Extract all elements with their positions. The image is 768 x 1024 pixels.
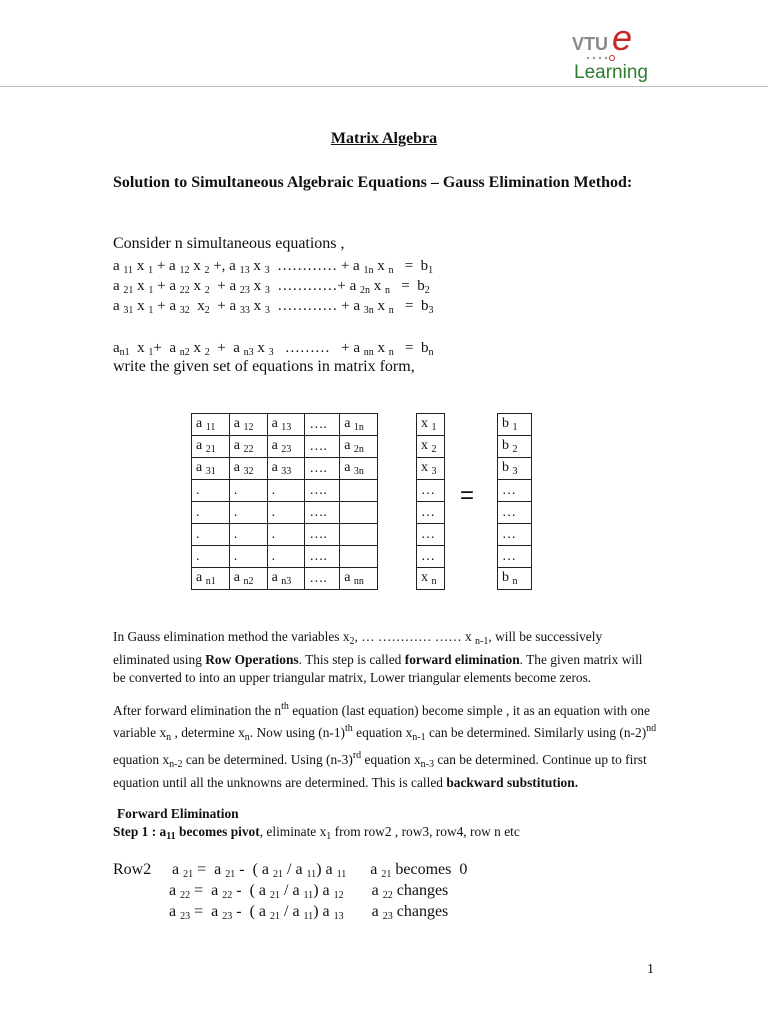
vector-x-row <box>417 480 445 502</box>
equals-sign: = <box>460 482 475 509</box>
logo-learning-text: Learning <box>574 62 648 83</box>
logo-e-text: e <box>612 20 633 58</box>
paragraph-gauss-elimination: In Gauss elimination method the variables $x_2$, … ………… …… x $_{n-1}$, will be successively eliminated using Row Operations. This step is called forward elimination. The given matrix will be converted to into an upper triangular matrix, Lower triangular elements become zeros. <box>113 629 643 685</box>
equation-1: a $_{11}$ x $_1$ + a $_{12}$ x $_2$ +, a $_{13}$ x $_3$ ………… + a $_{1n}$ x $_n = b_1$ <box>113 258 434 276</box>
forward-elimination-heading: Forward Elimination <box>117 806 239 821</box>
matrix-a-cell: . <box>267 502 305 524</box>
matrix-a-cell <box>340 480 378 502</box>
matrix-a-cell: . <box>192 502 230 524</box>
matrix-a-cell: a $_{21}$ <box>192 436 230 458</box>
vector-b-row <box>498 568 532 590</box>
row2-eq-3: a $_{23}$ = a $_{23}$ - ( a $_{21}$ / a $_{11}$) a $_{13}$ a $_{23}$ changes <box>169 903 449 922</box>
matrix-a-cell: …. <box>305 502 340 524</box>
matrix-a-cell: a $_{nn}$ <box>340 568 378 590</box>
matrix-a-cell: . <box>192 546 230 568</box>
matrix-a-row <box>192 524 378 546</box>
matrix-a-row <box>192 480 378 502</box>
vector-b-cell: … <box>498 524 532 546</box>
vector-b-cell: b $_2$ <box>498 436 532 458</box>
vector-x-cell: … <box>417 502 445 524</box>
vector-b-row <box>498 546 532 568</box>
vector-x-cell: x $_2$ <box>417 436 445 458</box>
vector-b-cell: b $_n$ <box>498 568 532 590</box>
matrix-a-cell <box>340 524 378 546</box>
matrix-a-row <box>192 458 378 480</box>
vtu-elearning-logo <box>568 20 664 84</box>
matrix-a-cell: a $_{3n}$ <box>340 458 378 480</box>
matrix-a-cell: a $_{2n}$ <box>340 436 378 458</box>
matrix-a-cell: a $_{23}$ <box>267 436 305 458</box>
matrix-a-row <box>192 546 378 568</box>
matrix-a-cell: a $_{33}$ <box>267 458 305 480</box>
matrix-a-cell: . <box>192 524 230 546</box>
row2-eq-2: a $_{22}$ = a $_{22}$ - ( a $_{21}$ / a $_{11}$) a $_{12}$ a $_{22}$ changes <box>169 882 449 901</box>
matrix-a-cell: a $_{12}$ <box>229 414 267 436</box>
matrix-a-cell: a $_{22}$ <box>229 436 267 458</box>
vector-b-cell: b $_3$ <box>498 458 532 480</box>
matrix-a-cell: a $_{11}$ <box>192 414 230 436</box>
vector-b-cell: … <box>498 480 532 502</box>
matrix-a-cell: …. <box>305 524 340 546</box>
vector-b-row <box>498 436 532 458</box>
row2-eq-1: a $_{21}$ = a $_{21}$ - ( a $_{21}$ / a $_{11}$) a $_{11}$ a $_{21}$ becomes 0 <box>172 861 468 880</box>
vector-x-cell: … <box>417 524 445 546</box>
vector-x-row <box>417 458 445 480</box>
matrix-a-cell: …. <box>305 436 340 458</box>
equation-n: $a_{n1}$ x $_1$+ a $_{n2}$ x $_2$ + a $_{n3}$ x $_3$ ……… + a $_{nn}$ x $_n = b_n$ <box>113 340 434 358</box>
unknown-vector <box>416 413 445 590</box>
matrix-a-cell: . <box>267 524 305 546</box>
header-divider <box>0 86 768 87</box>
vector-x-cell: x $_1$ <box>417 414 445 436</box>
matrix-a-row <box>192 568 378 590</box>
matrix-a-cell: …. <box>305 480 340 502</box>
matrix-a-cell: …. <box>305 546 340 568</box>
intro-text: Consider n simultaneous equations , <box>113 235 345 252</box>
vector-x-cell: … <box>417 546 445 568</box>
matrix-a-cell: . <box>229 524 267 546</box>
matrix-a-cell: . <box>229 502 267 524</box>
vector-x-cell: … <box>417 480 445 502</box>
vector-b-cell: b $_1$ <box>498 414 532 436</box>
matrix-a-cell: . <box>267 480 305 502</box>
matrix-a-cell: …. <box>305 568 340 590</box>
matrix-a-cell: a $_{1n}$ <box>340 414 378 436</box>
step1-text: Step 1 : $a_{11}$ becomes pivot, eliminate $x_1$ from row2 , row3, row4, row n etc <box>113 824 520 842</box>
equation-2: a $_{21}$ x $_1$ + a $_{22}$ x $_2$ + a $_{23}$ x $_3$ …………+ a $_{2n}$ x $_n = b_2$ <box>113 278 430 296</box>
matrix-a-cell: . <box>267 546 305 568</box>
vector-x-row <box>417 414 445 436</box>
matrix-a-row <box>192 436 378 458</box>
matrix-a-cell: . <box>229 480 267 502</box>
matrix-a-cell: a $_{13}$ <box>267 414 305 436</box>
vector-x-row <box>417 568 445 590</box>
matrix-form-text: write the given set of equations in matrix form, <box>113 358 415 375</box>
vector-b-row <box>498 458 532 480</box>
constant-vector <box>497 413 532 590</box>
matrix-a-row <box>192 502 378 524</box>
vector-x-cell: x $_3$ <box>417 458 445 480</box>
matrix-a-cell: a $_{n1}$ <box>192 568 230 590</box>
vector-b-row <box>498 414 532 436</box>
vector-x-row <box>417 546 445 568</box>
row2-label: Row2 <box>113 861 152 878</box>
vector-x-cell: x $_n$ <box>417 568 445 590</box>
logo-vtu-text: VTU <box>572 34 608 54</box>
vector-b-row <box>498 524 532 546</box>
matrix-a-cell <box>340 502 378 524</box>
page-number: 1 <box>647 962 654 977</box>
vector-x-row <box>417 524 445 546</box>
matrix-a-cell: . <box>229 546 267 568</box>
matrix-a-cell: . <box>192 480 230 502</box>
paragraph-backward-substitution: After forward elimination the $n^{th}$ equation (last equation) become simple , it as an equation with one variable $x_n$ , determine $x_n$. Now using $(n-1)^{th}$ equation $x_{n-1}$ can be determined. Similarly using $(n-2)^{nd}$ equation $x_{n-2}$ can be determined. Using $(n-3)^{rd}$ equation $x_{n-3}$ can be determined. Continue up to first equation until all the unknowns are determined. This is called backward substitution. <box>113 701 657 790</box>
matrix-a-cell: a $_{n3}$ <box>267 568 305 590</box>
page-title: Matrix Algebra <box>330 130 438 147</box>
matrix-a-cell: a $_{n2}$ <box>229 568 267 590</box>
vector-b-cell: … <box>498 502 532 524</box>
vector-b-row <box>498 480 532 502</box>
matrix-a-cell: …. <box>305 458 340 480</box>
matrix-a-cell: …. <box>305 414 340 436</box>
matrix-a-cell: a $_{31}$ <box>192 458 230 480</box>
section-heading: Solution to Simultaneous Algebraic Equations – Gauss Elimination Method: <box>113 174 633 191</box>
vector-b-cell: … <box>498 546 532 568</box>
vector-b-row <box>498 502 532 524</box>
matrix-a-cell <box>340 546 378 568</box>
vector-x-row <box>417 436 445 458</box>
vector-x-row <box>417 502 445 524</box>
matrix-a-cell: a $_{32}$ <box>229 458 267 480</box>
coefficient-matrix <box>191 413 378 590</box>
matrix-a-row <box>192 414 378 436</box>
equation-3: a $_{31}$ x $_1$ + a $_{32}$ $x_2 + a$ $_{33}$ x $_3$ ………… + a $_{3n}$ x $_n = b_3$ <box>113 298 434 316</box>
